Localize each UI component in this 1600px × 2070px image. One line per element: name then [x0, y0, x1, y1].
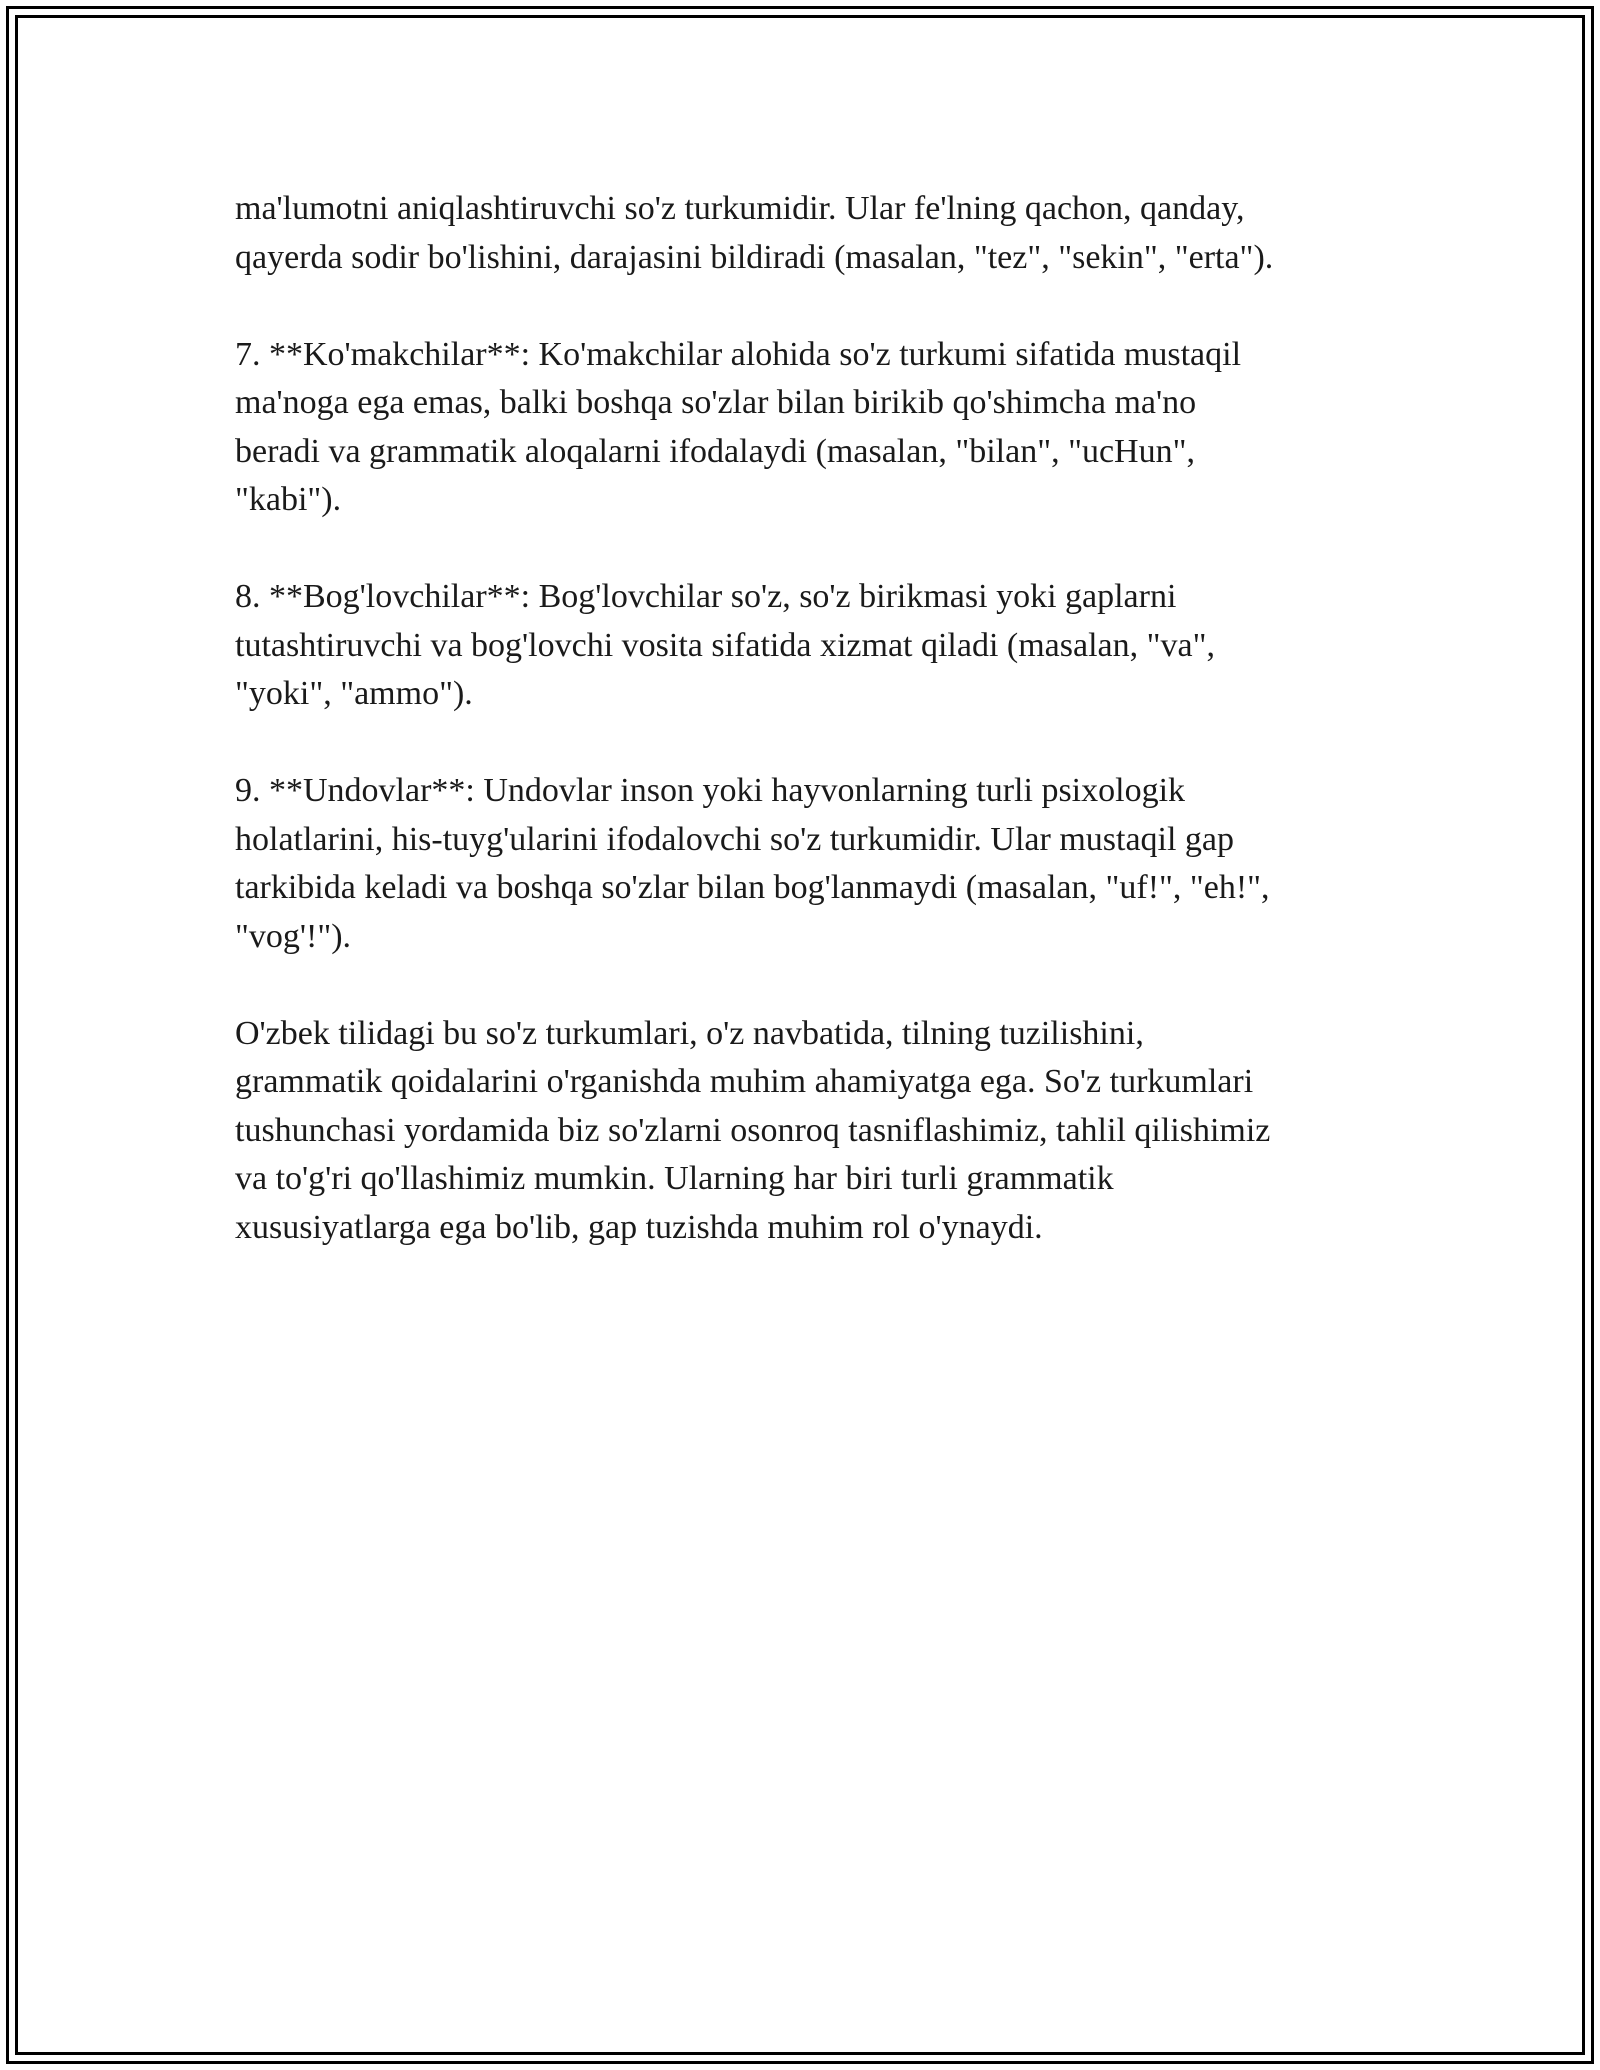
document-body: [235, 185, 1385, 1301]
paragraph-conclusion: O'zbek tilidagi bu so'z turkumlari, o'z navbatida, tilning tuzilishini, grammatik qoidalarini o'rganishda muhim ahamiyatga ega. So'z turkumlari tushunchasi yordamida biz so'zlarni osonroq tasniflashimiz, tahlil qilishimiz va to'g'ri qo'llashimiz mumkin. Ularning har biri turli grammatik xususiyatlarga ega bo'lib, gap tuzishda muhim rol o'ynaydi.: [235, 1014, 1271, 1246]
paragraph-komakchilar: 7. **Ko'makchilar**: Ko'makchilar alohida so'z turkumi sifatida mustaqil ma'noga ega emas, balki boshqa so'zlar bilan birikib qo'shimcha ma'no beradi va grammatik aloqalarni ifodalaydi (masalan, "bilan", "ucHun", "kabi").: [235, 335, 1242, 518]
paragraph-adverbs-continued: ma'lumotni aniqlashtiruvchi so'z turkumidir. Ular fe'lning qachon, qanday, qayerda sodir bo'lishini, darajasini bildiradi (masalan, "tez", "sekin", "erta").: [235, 190, 1274, 276]
paragraph-boglovchilar: 8. **Bog'lovchilar**: Bog'lovchilar so'z, so'z birikmasi yoki gaplarni tutashtiruvchi va bog'lovchi vosita sifatida xizmat qiladi (masalan, "va", "yoki", "ammo").: [235, 578, 1215, 712]
paragraph-undovlar: 9. **Undovlar**: Undovlar inson yoki hayvonlarning turli psixologik holatlarini, his-tuyg'ularini ifodalovchi so'z turkumidir. Ular mustaqil gap tarkibida keladi va boshqa so'zlar bilan bog'lanmaydi (masalan, "uf!", "eh!", "vog'!").: [235, 772, 1270, 955]
